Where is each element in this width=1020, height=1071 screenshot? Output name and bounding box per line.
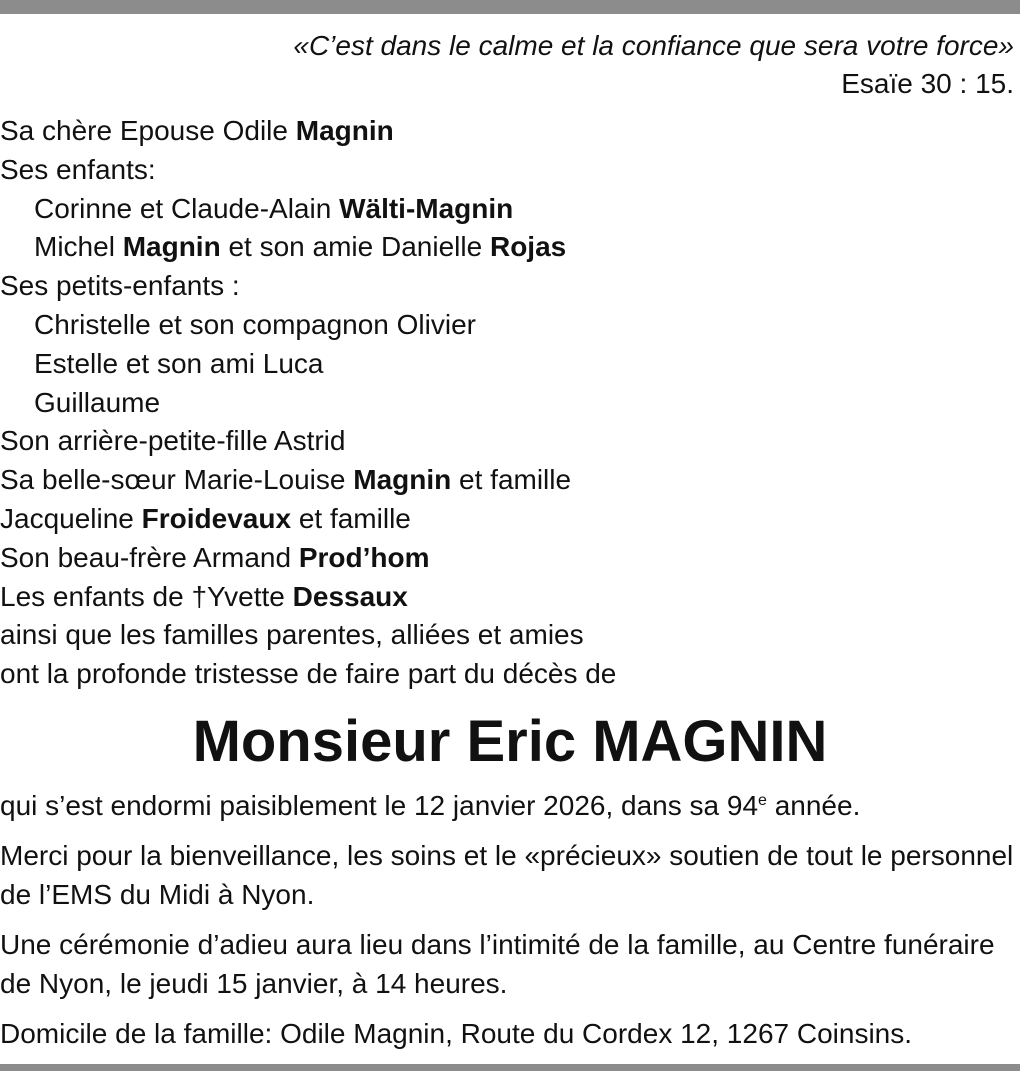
family-text: Sa chère Epouse Odile: [0, 115, 296, 146]
family-line: [0, 616, 1020, 655]
family-surname: Wälti-Magnin: [339, 192, 514, 224]
family-line: [0, 539, 1020, 578]
family-surname: Magnin: [295, 115, 394, 146]
family-text: ont la profonde tristesse de faire part du décès de: [0, 658, 617, 690]
family-text: et son amie Danielle: [220, 231, 490, 263]
family-line: [0, 190, 1020, 229]
family-text: ainsi que les familles parentes, alliées et amies: [0, 619, 584, 651]
family-text: Jacqueline: [0, 502, 142, 534]
family-text: Les enfants de †Yvette: [0, 580, 293, 612]
family-text: Ses enfants:: [0, 153, 156, 185]
family-line: [0, 422, 1020, 461]
family-line: [0, 384, 1020, 423]
body-text: année.: [766, 790, 861, 821]
family-line: [0, 345, 1020, 384]
thanks-paragraph: [0, 836, 1020, 914]
announcement-body: [0, 786, 1020, 1064]
family-surname: Dessaux: [292, 580, 408, 612]
family-text: Ses petits-enfants :: [0, 270, 240, 302]
verse-quote: «C’est dans le calme et la confiance que sera votre force»: [293, 30, 1014, 61]
family-text: Son arrière-petite-fille Astrid: [0, 425, 346, 457]
family-text: Michel: [34, 231, 123, 263]
bible-verse: [293, 27, 1014, 103]
body-text: Une cérémonie d’adieu aura lieu dans l’intimité de la famille, au Centre funéraire: [0, 929, 995, 960]
family-surname: Prod’hom: [298, 541, 430, 573]
deceased-name: Monsieur Eric MAGNIN: [192, 709, 828, 774]
family-line: [0, 306, 1020, 345]
passing-statement: [0, 786, 1020, 825]
family-text: Son beau-frère Armand: [0, 541, 299, 573]
family-text: Corinne et Claude-Alain: [34, 192, 340, 224]
family-line: [0, 500, 1020, 539]
ordinal-superscript: e: [758, 792, 767, 809]
family-line: [0, 655, 1020, 694]
family-heading-grandchildren: [0, 267, 1020, 306]
family-text: et famille: [451, 464, 572, 496]
family-text: Christelle et son compagnon Olivier: [34, 308, 476, 340]
family-surname: Rojas: [489, 231, 567, 263]
family-address: Domicile de la famille: Odile Magnin, Route du Cordex 12, 1267 Coinsins.: [0, 1018, 913, 1049]
body-text: Merci pour la bienveillance, les soins et le «précieux» soutien de tout le personnel: [0, 840, 1014, 871]
family-line: [0, 228, 1020, 267]
family-text: Guillaume: [34, 386, 161, 418]
body-text: qui s’est endormi paisiblement le 12 janvier 2026, dans sa 94: [0, 790, 759, 821]
family-line: [0, 461, 1020, 500]
bottom-rule: [0, 1064, 1020, 1071]
verse-reference: Esaïe 30 : 15.: [841, 68, 1014, 99]
top-rule: [0, 0, 1020, 14]
body-text: de l’EMS du Midi à Nyon.: [0, 879, 315, 910]
family-text: Sa belle-sœur Marie-Louise: [0, 464, 354, 496]
family-heading-children: [0, 151, 1020, 190]
family-text: et famille: [291, 502, 411, 534]
family-surname: Froidevaux: [141, 502, 292, 534]
family-surname: Magnin: [353, 464, 452, 496]
family-list: [0, 112, 1020, 694]
family-text: Estelle et son ami Luca: [34, 347, 324, 379]
ceremony-paragraph: [0, 925, 1020, 1003]
family-surname: Magnin: [122, 231, 221, 263]
family-line: [0, 112, 1020, 151]
body-text: de Nyon, le jeudi 15 janvier, à 14 heures.: [0, 968, 508, 999]
family-line: [0, 578, 1020, 617]
